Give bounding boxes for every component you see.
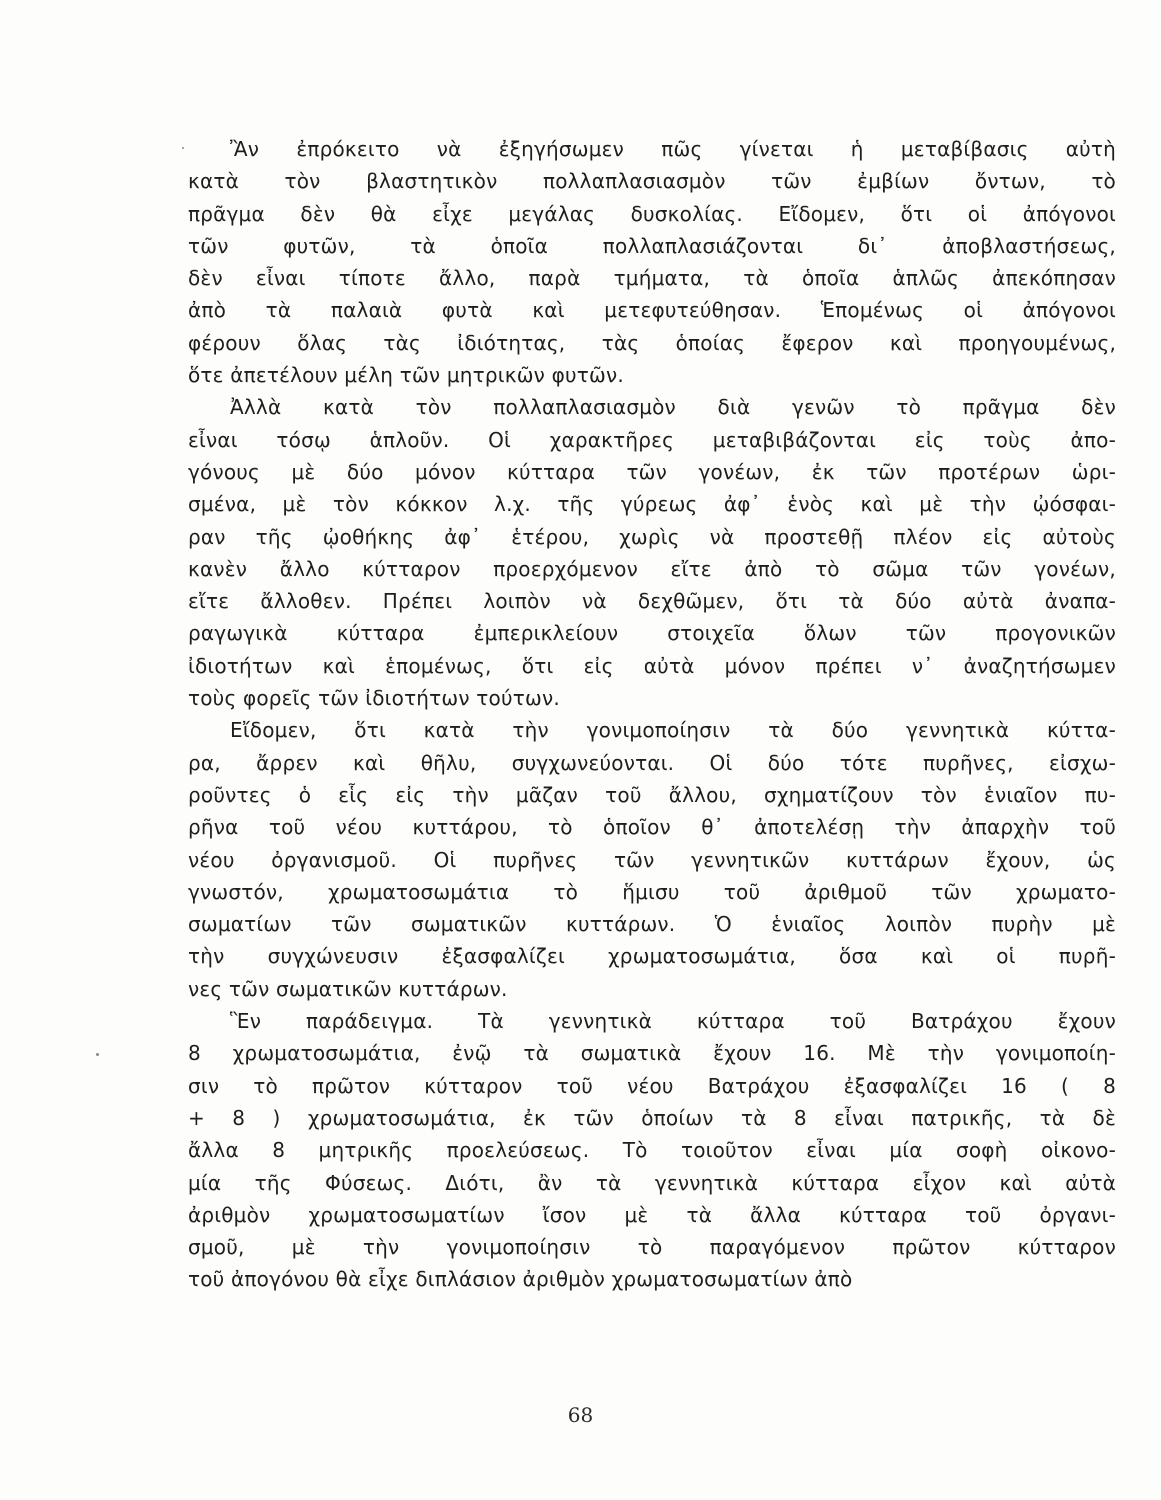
text-line: κανὲν ἄλλο κύτταρον προερχόμενον εἴτε ἀπὸ τὸ σῶμα τῶν γονέων, <box>188 556 1116 581</box>
scan-speck <box>182 147 184 149</box>
paragraph <box>188 133 1116 391</box>
text-line: πρᾶγμα δὲν θὰ εἶχε μεγάλας δυσκολίας. Εἴδομεν, ὅτι οἱ ἀπόγονοι <box>188 201 1116 226</box>
text-line: νέου ὀργανισμοῦ. Οἱ πυρῆνες τῶν γεννητικῶν κυττάρων ἔχουν, ὡς <box>188 847 1116 872</box>
text-line: σιν τὸ πρῶτον κύτταρον τοῦ νέου Βατράχου ἐξασφαλίζει 16 ( 8 <box>188 1073 1116 1098</box>
text-line: σμένα, μὲ τὸν κόκκον λ.χ. τῆς γύρεως ἀφ᾽ ἑνὸς καὶ μὲ τὴν ᾠόσφαι- <box>188 492 1116 517</box>
text-line: νες τῶν σωματικῶν κυττάρων. <box>188 976 508 1001</box>
text-line: ροῦντες ὁ εἷς εἰς τὴν μᾶζαν τοῦ ἄλλου, σχηματίζουν τὸν ἑνιαῖον πυ- <box>188 782 1116 807</box>
text-line: ἰδιοτήτων καὶ ἑπομένως, ὅτι εἰς αὐτὰ μόνον πρέπει ν᾽ ἀναζητήσωμεν <box>188 653 1116 678</box>
text-line: ραγωγικὰ κύτταρα ἐμπερικλείουν στοιχεῖα ὅλων τῶν προγονικῶν <box>188 621 1116 646</box>
text-line: εἴτε ἄλλοθεν. Πρέπει λοιπὸν νὰ δεχθῶμεν, ὅτι τὰ δύο αὐτὰ ἀναπα- <box>188 589 1116 614</box>
text-line: Ἓν παράδειγμα. Τὰ γεννητικὰ κύτταρα τοῦ Βατράχου ἔχουν <box>230 1009 1116 1034</box>
text-line: ἀριθμὸν χρωματοσωματίων ἴσον μὲ τὰ ἄλλα κύτταρα τοῦ ὀργανι- <box>188 1202 1116 1227</box>
text-line: μία τῆς Φύσεως. Διότι, ἂν τὰ γεννητικὰ κύτταρα εἶχον καὶ αὐτὰ <box>188 1170 1116 1195</box>
text-line: δὲν εἶναι τίποτε ἄλλο, παρὰ τμήματα, τὰ ὁποῖα ἁπλῶς ἀπεκόπησαν <box>188 266 1116 291</box>
text-line: κατὰ τὸν βλαστητικὸν πολλαπλασιασμὸν τῶν ἐμβίων ὄντων, τὸ <box>188 169 1116 194</box>
text-line: Ἀλλὰ κατὰ τὸν πολλαπλασιασμὸν διὰ γενῶν τὸ πρᾶγμα δὲν <box>230 395 1116 420</box>
text-line: 8 χρωματοσωμάτια, ἐνῷ τὰ σωματικὰ ἔχουν 16. Μὲ τὴν γονιμοποίη- <box>188 1041 1116 1066</box>
text-line: σωματίων τῶν σωματικῶν κυττάρων. Ὁ ἑνιαῖος λοιπὸν πυρὴν μὲ <box>188 912 1116 937</box>
text-line: τοὺς φορεῖς τῶν ἰδιοτήτων τούτων. <box>188 686 560 711</box>
paragraph <box>188 391 1116 714</box>
text-line: εἶναι τόσῳ ἁπλοῦν. Οἱ χαρακτῆρες μεταβιβάζονται εἰς τοὺς ἀπο- <box>188 427 1116 452</box>
text-line: τῶν φυτῶν, τὰ ὁποῖα πολλαπλασιάζονται δι᾽ ἀποβλαστήσεως, <box>188 233 1116 258</box>
text-line: ρῆνα τοῦ νέου κυττάρου, τὸ ὁποῖον θ᾽ ἀποτελέσῃ τὴν ἀπαρχὴν τοῦ <box>188 815 1116 840</box>
text-line: τοῦ ἀπογόνου θὰ εἶχε διπλάσιον ἀριθμὸν χρωματοσωματίων ἀπὸ <box>188 1267 853 1292</box>
page-number: 68 <box>567 1403 594 1427</box>
paragraph <box>188 1005 1116 1296</box>
text-line: σμοῦ, μὲ τὴν γονιμοποίησιν τὸ παραγόμενον πρῶτον κύτταρον <box>188 1235 1116 1260</box>
text-line: ὅτε ἀπετέλουν μέλη τῶν μητρικῶν φυτῶν. <box>188 363 624 388</box>
text-line: Εἴδομεν, ὅτι κατὰ τὴν γονιμοποίησιν τὰ δύο γεννητικὰ κύττα- <box>230 718 1116 743</box>
text-line: γόνους μὲ δύο μόνον κύτταρα τῶν γονέων, ἐκ τῶν προτέρων ὡρι- <box>188 459 1116 484</box>
text-line: ρα, ἄρρεν καὶ θῆλυ, συγχωνεύονται. Οἱ δύο τότε πυρῆνες, εἰσχω- <box>188 750 1116 775</box>
body-text <box>188 133 1116 1296</box>
text-line: ραν τῆς ᾠοθήκης ἀφ᾽ ἑτέρου, χωρὶς νὰ προστεθῇ πλέον εἰς αὐτοὺς <box>188 524 1116 549</box>
text-line: Ἂν ἐπρόκειτο νὰ ἐξηγήσωμεν πῶς γίνεται ἡ μεταβίβασις αὐτὴ <box>230 137 1116 161</box>
paragraph <box>188 714 1116 1005</box>
text-line: φέρουν ὅλας τὰς ἰδιότητας, τὰς ὁποίας ἔφερον καὶ προηγουμένως, <box>188 330 1116 355</box>
text-line: γνωστόν, χρωματοσωμάτια τὸ ἥμισυ τοῦ ἀριθμοῦ τῶν χρωματο- <box>188 879 1116 904</box>
text-line: + 8 ) χρωματοσωμάτια, ἐκ τῶν ὁποίων τὰ 8 εἶναι πατρικῆς, τὰ δὲ <box>188 1105 1116 1130</box>
text-line: ἀπὸ τὰ παλαιὰ φυτὰ καὶ μετεφυτεύθησαν. Ἑπομένως οἱ ἀπόγονοι <box>188 298 1116 323</box>
text-line: ἄλλα 8 μητρικῆς προελεύσεως. Τὸ τοιοῦτον εἶναι μία σοφὴ οἰκονο- <box>188 1138 1116 1163</box>
scan-speck <box>96 1053 99 1056</box>
text-line: τὴν συγχώνευσιν ἐξασφαλίζει χρωματοσωμάτια, ὅσα καὶ οἱ πυρῆ- <box>188 944 1116 969</box>
